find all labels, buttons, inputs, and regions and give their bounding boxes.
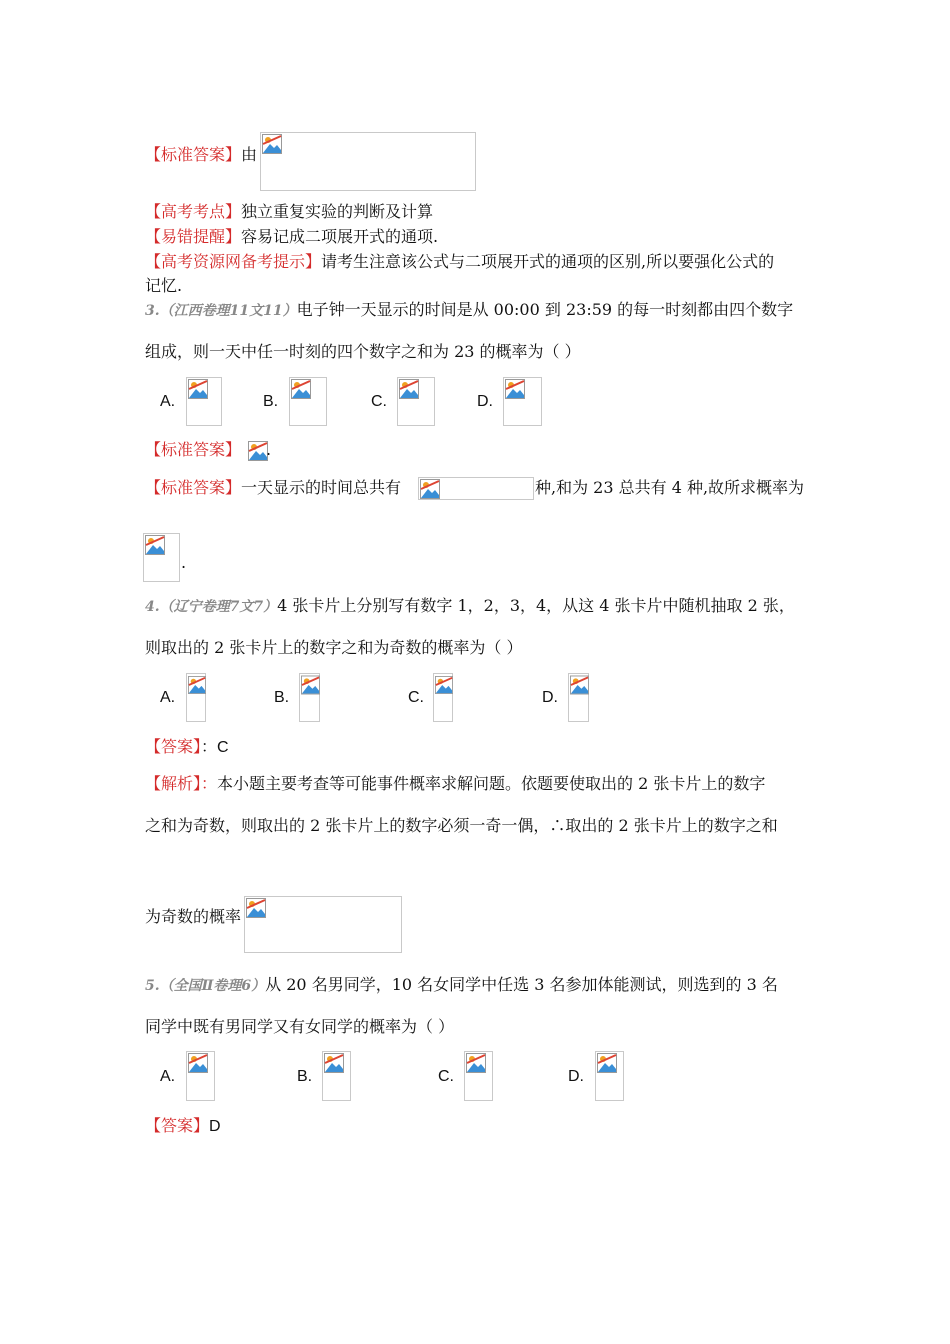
q5-option-d-image <box>595 1051 624 1101</box>
q4-option-a-image <box>186 673 206 722</box>
q3-probability-image <box>143 533 180 582</box>
formula-image <box>260 132 476 191</box>
q3-option-c-image <box>397 377 435 426</box>
q4-analysis-line-3: 为奇数的概率 <box>145 907 242 926</box>
broken-image-icon <box>597 1053 617 1073</box>
question-4-line-1 <box>145 596 795 617</box>
q3-standard-answer-label: 【标准答案】 <box>145 440 242 459</box>
q3-explain-b: 种,和为 23 总共有 4 种,故所求概率为 <box>535 478 805 497</box>
question-3-line-2: 组成，则一天中任一时刻的四个数字之和为 23 的概率为（ ） <box>145 342 581 361</box>
q3-standard-answer-line <box>145 440 241 460</box>
error-hint-line <box>145 227 438 247</box>
exam-point-label: 【高考考点】 <box>145 202 242 221</box>
broken-image-icon <box>570 675 589 695</box>
broken-image-icon <box>420 479 440 499</box>
broken-image-icon <box>435 675 453 695</box>
q3-option-c-label: C. <box>371 393 387 410</box>
q3-option-a-image <box>186 377 222 426</box>
q4-option-c-label: C. <box>408 689 424 706</box>
question-5-number: 5.（全国Ⅱ卷理6） <box>145 978 266 994</box>
broken-image-icon <box>246 898 266 918</box>
q3-explain-line <box>145 478 401 498</box>
q3-option-b-label: B. <box>263 393 279 410</box>
q4-option-b-label: B. <box>274 689 290 706</box>
q5-option-d-label: D. <box>568 1068 584 1085</box>
broken-image-icon <box>301 675 320 695</box>
answer-prefix: 由 <box>241 145 258 164</box>
broken-image-icon <box>188 379 208 399</box>
q5-option-c-image <box>464 1051 493 1101</box>
q4-analysis-line-2: 之和为奇数，则取出的 2 张卡片上的数字必须一奇一偶，∴取出的 2 张卡片上的数字之和 <box>145 816 778 835</box>
exam-point-line <box>145 202 433 222</box>
q4-answer-text: ：C <box>201 739 229 756</box>
broken-image-icon <box>291 379 311 399</box>
broken-image-icon <box>248 441 268 461</box>
q4-option-a-label: A. <box>160 689 176 706</box>
question-3-line-1 <box>145 300 793 321</box>
q3-explain-label: 【标准答案】 <box>145 478 242 497</box>
standard-answer-label: 【标准答案】 <box>145 145 242 164</box>
q4-option-d-label: D. <box>542 689 558 706</box>
error-hint-label: 【易错提醒】 <box>145 227 242 246</box>
q3-option-d-label: D. <box>477 393 493 410</box>
standard-answer-line <box>145 145 257 165</box>
broken-image-icon <box>145 535 165 555</box>
question-4-text-1: 4 张卡片上分别写有数字 1，2，3，4，从这 4 张卡片中随机抽取 2 张， <box>277 596 795 615</box>
q3-option-b-image <box>289 377 327 426</box>
q3-option-d-image <box>503 377 542 426</box>
q4-analysis-text-1: 本小题主要考查等可能事件概率求解问题。依题要使取出的 2 张卡片上的数字 <box>217 774 766 793</box>
q3-explain-image <box>418 477 534 500</box>
q5-option-a-label: A. <box>160 1068 176 1085</box>
q4-option-b-image <box>299 673 320 722</box>
q3-answer-image <box>247 440 267 462</box>
question-3-text-1: 电子钟一天显示的时间是从 00:00 到 23:59 的每一时刻都由四个数字 <box>296 300 794 319</box>
q5-option-b-label: B. <box>297 1068 313 1085</box>
q4-option-d-image <box>568 673 589 722</box>
broken-image-icon <box>324 1053 344 1073</box>
prep-tip-line <box>145 252 774 272</box>
prep-tip-line-2: 记忆. <box>145 276 183 295</box>
q5-answer-line <box>145 1116 221 1137</box>
q5-option-b-image <box>322 1051 351 1101</box>
question-3-number: 3.（江西卷理11文11） <box>145 303 297 319</box>
error-hint-text: 容易记成二项展开式的通项. <box>241 227 439 246</box>
q3-explain-end: . <box>181 553 187 572</box>
broken-image-icon <box>188 1053 208 1073</box>
broken-image-icon <box>399 379 419 399</box>
q4-answer-label: 【答案】 <box>145 737 202 756</box>
question-4-line-2: 则取出的 2 张卡片上的数字之和为奇数的概率为（ ） <box>145 638 523 657</box>
question-5-text-1: 从 20 名男同学，10 名女同学中任选 3 名参加体能测试，则选到的 3 名 <box>265 975 778 994</box>
q4-probability-image <box>244 896 402 953</box>
q3-option-a-label: A. <box>160 393 176 410</box>
question-5-line-2: 同学中既有男同学又有女同学的概率为（ ） <box>145 1017 455 1036</box>
q3-explain-a: 一天显示的时间总共有 <box>241 478 402 497</box>
question-5-line-1 <box>145 975 778 996</box>
q5-answer-text: D <box>209 1118 221 1135</box>
prep-tip-text: 请考生注意该公式与二项展开式的通项的区别,所以要强化公式的 <box>321 252 775 271</box>
q4-analysis-colon: ： <box>201 774 218 793</box>
q4-analysis-label: 【解析】 <box>145 774 202 793</box>
question-4-number: 4.（辽宁卷理7文7） <box>145 599 278 615</box>
q4-answer-line <box>145 737 229 758</box>
broken-image-icon <box>505 379 525 399</box>
broken-image-icon <box>188 675 206 695</box>
exam-point-text: 独立重复实验的判断及计算 <box>241 202 434 221</box>
q4-option-c-image <box>433 673 453 722</box>
q3-answer-suffix: . <box>266 440 272 459</box>
prep-tip-label: 【高考资源网备考提示】 <box>145 252 322 271</box>
q4-analysis-line-1 <box>145 774 765 794</box>
q5-option-a-image <box>186 1051 215 1101</box>
q5-answer-label: 【答案】 <box>145 1116 210 1135</box>
broken-image-icon <box>262 134 282 154</box>
q5-option-c-label: C. <box>438 1068 454 1085</box>
broken-image-icon <box>466 1053 486 1073</box>
